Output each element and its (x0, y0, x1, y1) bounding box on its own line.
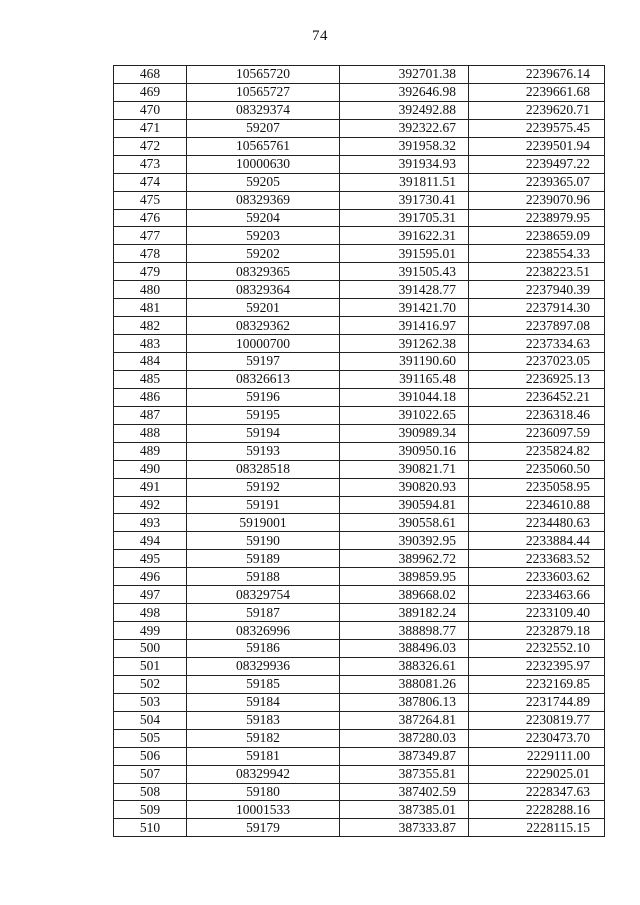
table-row (114, 370, 605, 388)
point-code-cell: 59207 (187, 119, 340, 137)
y-coordinate-cell: 2236097.59 (469, 424, 605, 442)
row-number-cell: 498 (114, 604, 187, 622)
point-code-cell: 59189 (187, 550, 340, 568)
point-code-cell: 59195 (187, 406, 340, 424)
table-row (114, 227, 605, 245)
y-coordinate-cell: 2238659.09 (469, 227, 605, 245)
y-coordinate-cell: 2232552.10 (469, 640, 605, 658)
point-code-cell: 10565727 (187, 83, 340, 101)
row-number-cell: 496 (114, 568, 187, 586)
y-coordinate-cell: 2239365.07 (469, 173, 605, 191)
x-coordinate-cell: 389668.02 (340, 586, 469, 604)
row-number-cell: 475 (114, 191, 187, 209)
point-code-cell: 59204 (187, 209, 340, 227)
row-number-cell: 490 (114, 460, 187, 478)
y-coordinate-cell: 2230473.70 (469, 729, 605, 747)
x-coordinate-cell: 387806.13 (340, 693, 469, 711)
point-code-cell: 59201 (187, 299, 340, 317)
x-coordinate-cell: 387355.81 (340, 765, 469, 783)
table-row (114, 281, 605, 299)
point-code-cell: 59179 (187, 819, 340, 837)
table-row (114, 693, 605, 711)
point-code-cell: 59182 (187, 729, 340, 747)
x-coordinate-cell: 391190.60 (340, 353, 469, 371)
y-coordinate-cell: 2228288.16 (469, 801, 605, 819)
x-coordinate-cell: 388496.03 (340, 640, 469, 658)
point-code-cell: 59192 (187, 478, 340, 496)
y-coordinate-cell: 2236318.46 (469, 406, 605, 424)
page-number: 74 (312, 28, 328, 44)
y-coordinate-cell: 2237334.63 (469, 335, 605, 353)
table-row (114, 191, 605, 209)
point-code-cell: 10565720 (187, 66, 340, 84)
table-row (114, 622, 605, 640)
x-coordinate-cell: 392646.98 (340, 83, 469, 101)
point-code-cell: 08326996 (187, 622, 340, 640)
x-coordinate-cell: 390558.61 (340, 514, 469, 532)
point-code-cell: 08329754 (187, 586, 340, 604)
coordinates-table-container (113, 65, 590, 837)
x-coordinate-cell: 391262.38 (340, 335, 469, 353)
x-coordinate-cell: 391421.70 (340, 299, 469, 317)
point-code-cell: 08328518 (187, 460, 340, 478)
table-row (114, 568, 605, 586)
table-row (114, 353, 605, 371)
x-coordinate-cell: 390594.81 (340, 496, 469, 514)
y-coordinate-cell: 2239676.14 (469, 66, 605, 84)
table-body (114, 66, 605, 837)
x-coordinate-cell: 387333.87 (340, 819, 469, 837)
table-row (114, 640, 605, 658)
point-code-cell: 08329364 (187, 281, 340, 299)
x-coordinate-cell: 387402.59 (340, 783, 469, 801)
row-number-cell: 503 (114, 693, 187, 711)
x-coordinate-cell: 387264.81 (340, 711, 469, 729)
table-row (114, 335, 605, 353)
point-code-cell: 59196 (187, 388, 340, 406)
row-number-cell: 473 (114, 155, 187, 173)
y-coordinate-cell: 2239620.71 (469, 101, 605, 119)
row-number-cell: 476 (114, 209, 187, 227)
x-coordinate-cell: 392492.88 (340, 101, 469, 119)
x-coordinate-cell: 390392.95 (340, 532, 469, 550)
row-number-cell: 507 (114, 765, 187, 783)
y-coordinate-cell: 2239575.45 (469, 119, 605, 137)
y-coordinate-cell: 2233463.66 (469, 586, 605, 604)
y-coordinate-cell: 2235060.50 (469, 460, 605, 478)
x-coordinate-cell: 388081.26 (340, 675, 469, 693)
x-coordinate-cell: 391165.48 (340, 370, 469, 388)
point-code-cell: 08329942 (187, 765, 340, 783)
row-number-cell: 489 (114, 442, 187, 460)
x-coordinate-cell: 390821.71 (340, 460, 469, 478)
x-coordinate-cell: 391705.31 (340, 209, 469, 227)
table-row (114, 657, 605, 675)
x-coordinate-cell: 390950.16 (340, 442, 469, 460)
x-coordinate-cell: 391416.97 (340, 317, 469, 335)
x-coordinate-cell: 389962.72 (340, 550, 469, 568)
y-coordinate-cell: 2228347.63 (469, 783, 605, 801)
x-coordinate-cell: 392701.38 (340, 66, 469, 84)
point-code-cell: 10000700 (187, 335, 340, 353)
x-coordinate-cell: 390820.93 (340, 478, 469, 496)
table-row (114, 478, 605, 496)
row-number-cell: 499 (114, 622, 187, 640)
row-number-cell: 497 (114, 586, 187, 604)
table-row (114, 119, 605, 137)
row-number-cell: 504 (114, 711, 187, 729)
y-coordinate-cell: 2236925.13 (469, 370, 605, 388)
table-row (114, 765, 605, 783)
table-row (114, 388, 605, 406)
row-number-cell: 472 (114, 137, 187, 155)
point-code-cell: 59197 (187, 353, 340, 371)
y-coordinate-cell: 2234610.88 (469, 496, 605, 514)
row-number-cell: 471 (114, 119, 187, 137)
point-code-cell: 59190 (187, 532, 340, 550)
y-coordinate-cell: 2237914.30 (469, 299, 605, 317)
coordinates-table (113, 65, 605, 837)
table-row (114, 586, 605, 604)
table-row (114, 783, 605, 801)
point-code-cell: 59193 (187, 442, 340, 460)
row-number-cell: 480 (114, 281, 187, 299)
point-code-cell: 5919001 (187, 514, 340, 532)
point-code-cell: 59180 (187, 783, 340, 801)
x-coordinate-cell: 391022.65 (340, 406, 469, 424)
point-code-cell: 08326613 (187, 370, 340, 388)
row-number-cell: 482 (114, 317, 187, 335)
table-row (114, 604, 605, 622)
table-row (114, 137, 605, 155)
point-code-cell: 59194 (187, 424, 340, 442)
row-number-cell: 509 (114, 801, 187, 819)
table-row (114, 496, 605, 514)
row-number-cell: 481 (114, 299, 187, 317)
table-row (114, 729, 605, 747)
y-coordinate-cell: 2238554.33 (469, 245, 605, 263)
y-coordinate-cell: 2237897.08 (469, 317, 605, 335)
y-coordinate-cell: 2228115.15 (469, 819, 605, 837)
row-number-cell: 500 (114, 640, 187, 658)
y-coordinate-cell: 2233603.62 (469, 568, 605, 586)
point-code-cell: 08329374 (187, 101, 340, 119)
row-number-cell: 506 (114, 747, 187, 765)
row-number-cell: 487 (114, 406, 187, 424)
row-number-cell: 478 (114, 245, 187, 263)
point-code-cell: 08329362 (187, 317, 340, 335)
y-coordinate-cell: 2236452.21 (469, 388, 605, 406)
table-row (114, 675, 605, 693)
y-coordinate-cell: 2229025.01 (469, 765, 605, 783)
y-coordinate-cell: 2235058.95 (469, 478, 605, 496)
x-coordinate-cell: 392322.67 (340, 119, 469, 137)
x-coordinate-cell: 387385.01 (340, 801, 469, 819)
point-code-cell: 10000630 (187, 155, 340, 173)
row-number-cell: 501 (114, 657, 187, 675)
row-number-cell: 484 (114, 353, 187, 371)
point-code-cell: 59188 (187, 568, 340, 586)
point-code-cell: 59185 (187, 675, 340, 693)
point-code-cell: 59205 (187, 173, 340, 191)
x-coordinate-cell: 391428.77 (340, 281, 469, 299)
row-number-cell: 492 (114, 496, 187, 514)
table-row (114, 317, 605, 335)
y-coordinate-cell: 2232395.97 (469, 657, 605, 675)
row-number-cell: 477 (114, 227, 187, 245)
table-row (114, 424, 605, 442)
row-number-cell: 479 (114, 263, 187, 281)
x-coordinate-cell: 387280.03 (340, 729, 469, 747)
row-number-cell: 486 (114, 388, 187, 406)
y-coordinate-cell: 2232169.85 (469, 675, 605, 693)
table-row (114, 711, 605, 729)
table-row (114, 442, 605, 460)
table-row (114, 263, 605, 281)
point-code-cell: 10565761 (187, 137, 340, 155)
y-coordinate-cell: 2237940.39 (469, 281, 605, 299)
y-coordinate-cell: 2239501.94 (469, 137, 605, 155)
row-number-cell: 469 (114, 83, 187, 101)
row-number-cell: 493 (114, 514, 187, 532)
row-number-cell: 485 (114, 370, 187, 388)
table-row (114, 460, 605, 478)
y-coordinate-cell: 2230819.77 (469, 711, 605, 729)
row-number-cell: 502 (114, 675, 187, 693)
y-coordinate-cell: 2237023.05 (469, 353, 605, 371)
point-code-cell: 59191 (187, 496, 340, 514)
row-number-cell: 470 (114, 101, 187, 119)
y-coordinate-cell: 2238979.95 (469, 209, 605, 227)
table-row (114, 245, 605, 263)
row-number-cell: 505 (114, 729, 187, 747)
x-coordinate-cell: 389859.95 (340, 568, 469, 586)
y-coordinate-cell: 2239070.96 (469, 191, 605, 209)
table-row (114, 299, 605, 317)
x-coordinate-cell: 391505.43 (340, 263, 469, 281)
point-code-cell: 59187 (187, 604, 340, 622)
row-number-cell: 474 (114, 173, 187, 191)
table-row (114, 514, 605, 532)
table-row (114, 83, 605, 101)
x-coordinate-cell: 391958.32 (340, 137, 469, 155)
y-coordinate-cell: 2233109.40 (469, 604, 605, 622)
table-row (114, 155, 605, 173)
y-coordinate-cell: 2232879.18 (469, 622, 605, 640)
row-number-cell: 491 (114, 478, 187, 496)
x-coordinate-cell: 391934.93 (340, 155, 469, 173)
row-number-cell: 510 (114, 819, 187, 837)
y-coordinate-cell: 2239661.68 (469, 83, 605, 101)
y-coordinate-cell: 2234480.63 (469, 514, 605, 532)
table-row (114, 406, 605, 424)
x-coordinate-cell: 391622.31 (340, 227, 469, 245)
table-row (114, 819, 605, 837)
y-coordinate-cell: 2235824.82 (469, 442, 605, 460)
row-number-cell: 494 (114, 532, 187, 550)
x-coordinate-cell: 391730.41 (340, 191, 469, 209)
x-coordinate-cell: 391811.51 (340, 173, 469, 191)
row-number-cell: 483 (114, 335, 187, 353)
table-row (114, 101, 605, 119)
x-coordinate-cell: 388898.77 (340, 622, 469, 640)
table-row (114, 801, 605, 819)
x-coordinate-cell: 391595.01 (340, 245, 469, 263)
x-coordinate-cell: 388326.61 (340, 657, 469, 675)
row-number-cell: 495 (114, 550, 187, 568)
y-coordinate-cell: 2233683.52 (469, 550, 605, 568)
point-code-cell: 59202 (187, 245, 340, 263)
y-coordinate-cell: 2238223.51 (469, 263, 605, 281)
table-row (114, 209, 605, 227)
table-row (114, 532, 605, 550)
point-code-cell: 59186 (187, 640, 340, 658)
table-row (114, 747, 605, 765)
point-code-cell: 59183 (187, 711, 340, 729)
point-code-cell: 59203 (187, 227, 340, 245)
y-coordinate-cell: 2233884.44 (469, 532, 605, 550)
y-coordinate-cell: 2229111.00 (469, 747, 605, 765)
y-coordinate-cell: 2231744.89 (469, 693, 605, 711)
x-coordinate-cell: 387349.87 (340, 747, 469, 765)
point-code-cell: 10001533 (187, 801, 340, 819)
point-code-cell: 08329365 (187, 263, 340, 281)
row-number-cell: 508 (114, 783, 187, 801)
y-coordinate-cell: 2239497.22 (469, 155, 605, 173)
row-number-cell: 468 (114, 66, 187, 84)
point-code-cell: 59184 (187, 693, 340, 711)
table-row (114, 550, 605, 568)
point-code-cell: 08329936 (187, 657, 340, 675)
x-coordinate-cell: 390989.34 (340, 424, 469, 442)
table-row (114, 66, 605, 84)
point-code-cell: 08329369 (187, 191, 340, 209)
x-coordinate-cell: 391044.18 (340, 388, 469, 406)
point-code-cell: 59181 (187, 747, 340, 765)
row-number-cell: 488 (114, 424, 187, 442)
table-row (114, 173, 605, 191)
x-coordinate-cell: 389182.24 (340, 604, 469, 622)
